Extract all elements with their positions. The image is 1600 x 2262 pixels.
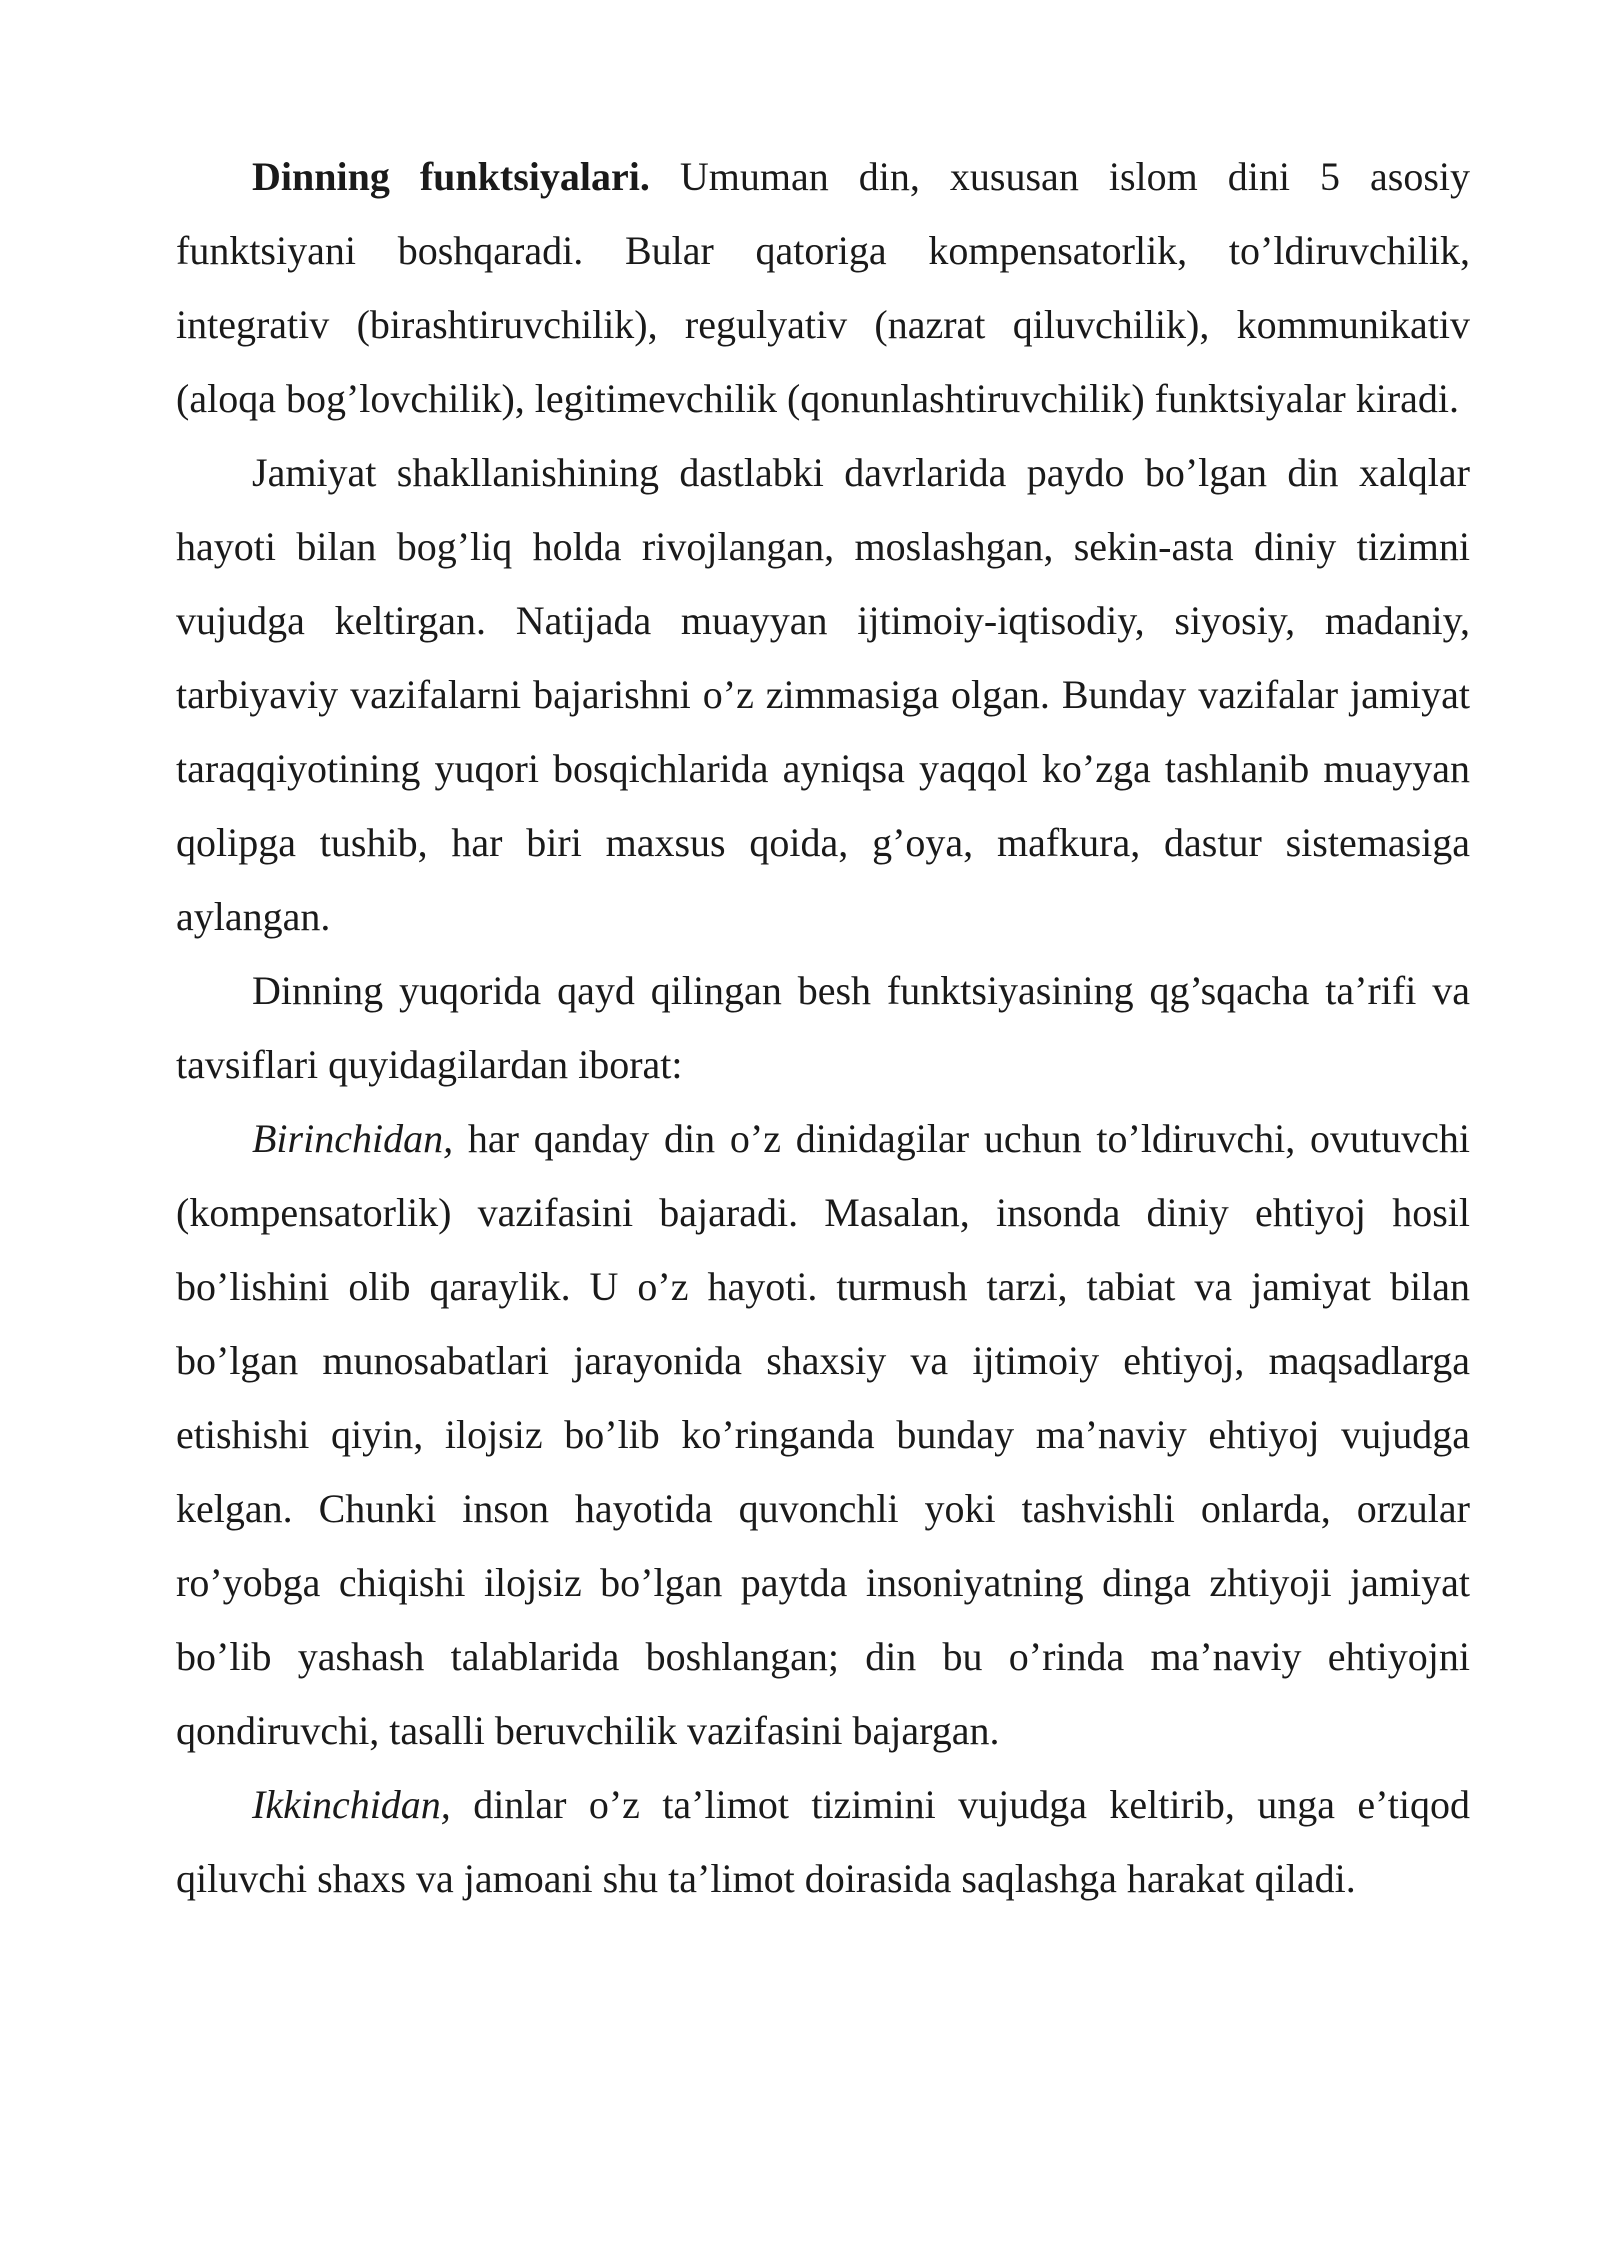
paragraph-text: dinlar o’z ta’limot tizimini vujudga keltirib, unga e’tiqod qiluvchi shaxs va jamoani shu ta’limot doirasida saqlashga harakat qiladi. [176,1782,1470,1901]
paragraph-text: Dinning yuqorida qayd qilingan besh funktsiyasining qg’sqacha ta’rifi va tavsiflari quyidagilardan iborat: [176,968,1470,1087]
paragraph-five-functions [176,954,1470,1102]
paragraph-text: Jamiyat shakllanishining dastlabki davrlarida paydo bo’lgan din xalqlar hayoti bilan bog’liq holda rivojlangan, moslashgan, sekin-asta diniy tizimni vujudga keltirgan. Natijada muayyan ijtimoiy-iqtisodiy, siyosiy, madaniy, tarbiyaviy vazifalarni bajarishni o’z zimmasiga olgan. Bunday vazifalar jamiyat taraqqiyotining yuqori bosqichlarida ayniqsa yaqqol ko’zga tashlanib muayyan qolipga tushib, har biri maxsus qoida, g’oya, mafkura, dastur sistemasiga aylangan. [176,450,1470,939]
paragraph-second-function [176,1768,1470,1916]
paragraph-first-function [176,1102,1470,1768]
paragraph-society-formation [176,436,1470,954]
paragraph-text: har qanday din o’z dinidagilar uchun to’ldiruvchi, ovutuvchi (kompensatorlik) vazifasini bajaradi. Masalan, insonda diniy ehtiyoj hosil bo’lishini olib qaraylik. U o’z hayoti. turmush tarzi, tabiat va jamiyat bilan bo’lgan munosabatlari jarayonida shaxsiy va ijtimoiy ehtiyoj, maqsadlarga etishishi qiyin, ilojsiz bo’lib ko’ringanda bunday ma’naviy ehtiyoj vujudga kelgan. Chunki inson hayotida quvonchli yoki tashvishli onlarda, orzular ro’yobga chiqishi ilojsiz bo’lgan paytda insoniyatning dinga zhtiyoji jamiyat bo’lib yashash talablarida boshlangan; din bu o’rinda ma’naviy ehtiyojni qondiruvchi, tasalli beruvchilik vazifasini bajargan. [176,1116,1470,1753]
paragraph-lead-word: Ikkinchidan, [252,1782,451,1827]
paragraph-heading: Dinning funktsiyalari. [252,154,650,199]
paragraph-text: Umuman din, xususan islom dini 5 asosiy funktsiyani boshqaradi. Bular qatoriga kompensatorlik, to’ldiruvchilik, integrativ (birashtiruvchilik), regulyativ (nazrat qiluvchilik), kommunikativ (aloqa bog’lovchilik), legitimevchilik (qonunlashtiruvchilik) funktsiyalar kiradi. [176,154,1471,421]
document-body [176,140,1470,1916]
paragraph-functions-intro [176,140,1470,436]
paragraph-lead-word: Birinchidan, [252,1116,454,1161]
